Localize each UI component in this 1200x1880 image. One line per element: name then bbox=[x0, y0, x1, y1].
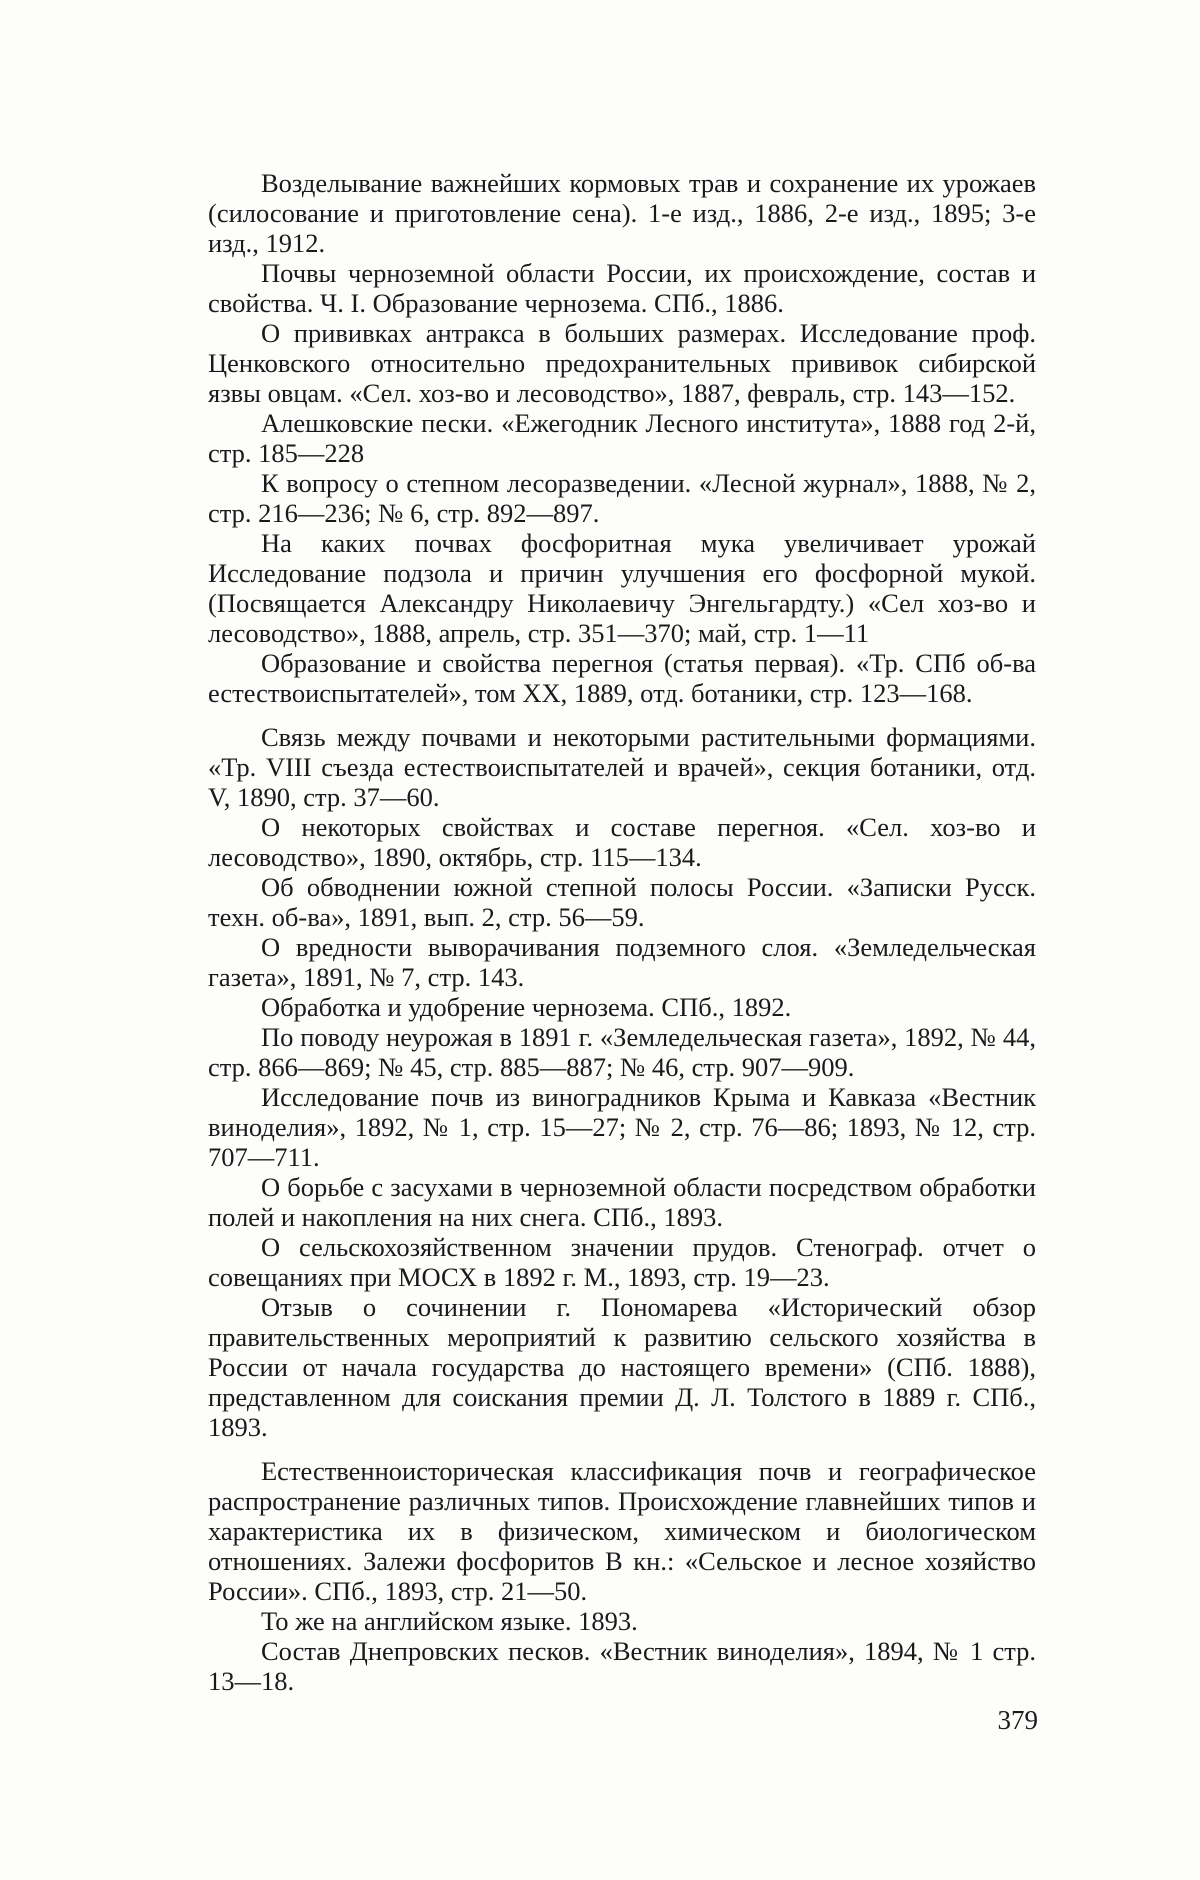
page-number: 379 bbox=[997, 1705, 1038, 1735]
bibliography-entry: О сельскохозяйственном значении прудов. Стенограф. отчет о совещаниях при МОСХ в 1892 г. М., 1893, стр. 19—23. bbox=[208, 1232, 1036, 1292]
bibliography-entry: О борьбе с засухами в черноземной области посредством обработки полей и накопления на них снега. СПб., 1893. bbox=[208, 1172, 1036, 1232]
bibliography-entry: О некоторых свойствах и составе перегноя. «Сел. хоз-во и лесоводство», 1890, октябрь, стр. 115—134. bbox=[208, 812, 1036, 872]
bibliography-entry: О вредности выворачивания подземного слоя. «Земледельческая газета», 1891, № 7, стр. 143. bbox=[208, 932, 1036, 992]
bibliography-entry: Отзыв о сочинении г. Пономарева «Исторический обзор правительственных мероприятий к развитию сельского хозяйства в России от начала государства до настоящего времени» (СПб. 1888), представленном для соискания премии Д. Л. Толстого в 1889 г. СПб., 1893. bbox=[208, 1292, 1036, 1442]
bibliography-entry: Возделывание важнейших кормовых трав и сохранение их урожаев (силосование и приготовление сена). 1-е изд., 1886, 2-е изд., 1895; 3-е изд., 1912. bbox=[208, 168, 1036, 258]
bibliography-entry: Исследование почв из виноградников Крыма и Кавказа «Вестник виноделия», 1892, № 1, стр. 15—27; № 2, стр. 76—86; 1893, № 12, стр. 707—711. bbox=[208, 1082, 1036, 1172]
bibliography-entry: По поводу неурожая в 1891 г. «Земледельческая газета», 1892, № 44, стр. 866—869; № 45, стр. 885—887; № 46, стр. 907—909. bbox=[208, 1022, 1036, 1082]
bibliography-entry: Естественноисторическая классификация почв и географическое распространение различных типов. Происхождение главнейших типов и характеристика их в физическом, химическом и биологическом отношениях. Залежи фосфоритов В кн.: «Сельское и лесное хозяйство России». СПб., 1893, стр. 21—50. bbox=[208, 1456, 1036, 1606]
bibliography-entry: Обработка и удобрение чернозема. СПб., 1892. bbox=[261, 992, 792, 1022]
bibliography-entry: Алешковские пески. «Ежегодник Лесного института», 1888 год 2-й, стр. 185—228 bbox=[208, 408, 1036, 468]
bibliography-entry: То же на английском языке. 1893. bbox=[261, 1606, 638, 1636]
bibliography-entry: Состав Днепровских песков. «Вестник виноделия», 1894, № 1 стр. 13—18. bbox=[208, 1636, 1036, 1696]
bibliography-entry: К вопросу о степном лесоразведении. «Лесной журнал», 1888, № 2, стр. 216—236; № 6, стр. 892—897. bbox=[208, 468, 1036, 528]
bibliography-entry: О прививках антракса в больших размерах. Исследование проф. Ценковского относительно предохранительных прививок сибирской язвы овцам. «Сел. хоз-во и лесоводство», 1887, февраль, стр. 143—152. bbox=[208, 318, 1036, 408]
bibliography-entry: На каких почвах фосфоритная мука увеличивает урожай Исследование подзола и причин улучшения его фосфорной мукой. (Посвящается Александру Николаевичу Энгельгардту.) «Сел хоз-во и лесоводство», 1888, апрель, стр. 351—370; май, стр. 1—11 bbox=[208, 528, 1036, 648]
bibliography-entry: Об обводнении южной степной полосы России. «Записки Русск. техн. об-ва», 1891, вып. 2, стр. 56—59. bbox=[208, 872, 1036, 932]
bibliography-list bbox=[208, 168, 1036, 1696]
bibliography-entry: Образование и свойства перегноя (статья первая). «Тр. СПб об-ва естествоиспытателей», том XX, 1889, отд. ботаники, стр. 123—168. bbox=[208, 648, 1036, 708]
bibliography-entry: Связь между почвами и некоторыми растительными формациями. «Тр. VIII съезда естествоиспытателей и врачей», секция ботаники, отд. V, 1890, стр. 37—60. bbox=[208, 722, 1036, 812]
bibliography-entry: Почвы черноземной области России, их происхождение, состав и свойства. Ч. I. Образование чернозема. СПб., 1886. bbox=[208, 258, 1036, 318]
